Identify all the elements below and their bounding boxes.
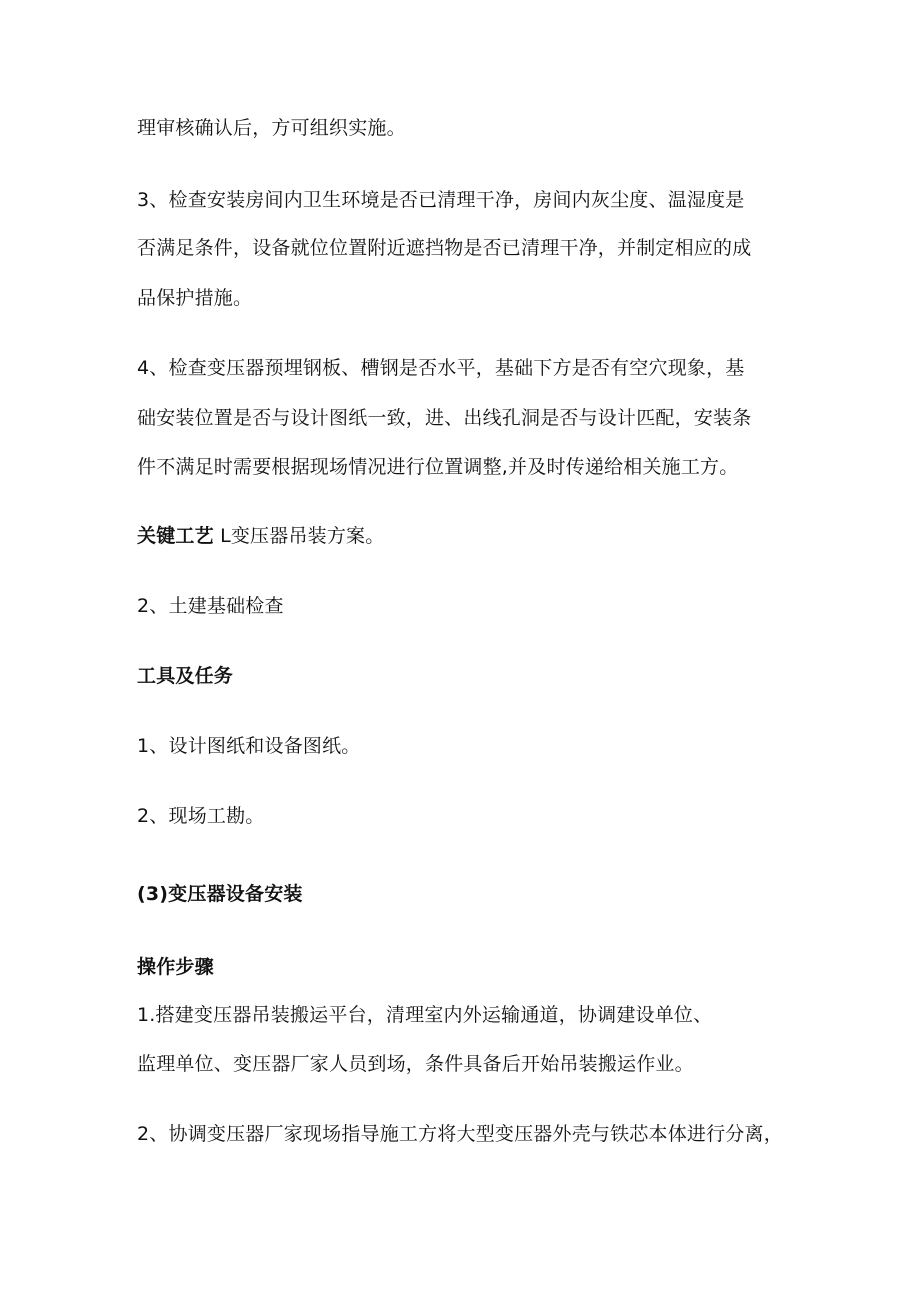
key-process-heading: 关键工艺 bbox=[137, 525, 214, 547]
paragraph-line: 理审核确认后，方可组织实施。 bbox=[137, 117, 406, 139]
key-process-text: L变压器吊装方案。 bbox=[220, 525, 385, 547]
paragraph-line: 2、土建基础检查 bbox=[137, 595, 284, 617]
section-heading: (3)变压器设备安装 bbox=[137, 883, 303, 905]
list-item: 2、协调变压器厂家现场指导施工方将大型变压器外壳与铁芯本体进行分离， bbox=[137, 1123, 783, 1145]
paragraph-line: 品保护措施。 bbox=[137, 287, 253, 309]
paragraph-line: 4、检查变压器预埋钢板、槽钢是否水平，基础下方是否有空穴现象，基 bbox=[137, 357, 745, 379]
section-heading: 操作步骤 bbox=[137, 956, 214, 978]
list-item: 1.搭建变压器吊装搬运平台，清理室内外运输通道，协调建设单位、 bbox=[137, 1004, 713, 1026]
paragraph-line: 3、检查安装房间内卫生环境是否已清理干净，房间内灰尘度、温湿度是 bbox=[137, 189, 745, 211]
list-item: 2、现场工勘。 bbox=[137, 805, 265, 827]
paragraph-line: 监理单位、变压器厂家人员到场，条件具备后开始吊装搬运作业。 bbox=[137, 1053, 694, 1075]
section-heading: 工具及任务 bbox=[137, 665, 234, 687]
paragraph-line: 否满足条件，设备就位位置附近遮挡物是否已清理干净，并制定相应的成 bbox=[137, 237, 752, 259]
list-item: 1、设计图纸和设备图纸。 bbox=[137, 735, 361, 757]
paragraph-line: 础安装位置是否与设计图纸一致，进、出线孔洞是否与设计匹配，安装条 bbox=[137, 407, 752, 429]
paragraph-line: 件不满足时需要根据现场情况进行位置调整,并及时传递给相关施工方。 bbox=[137, 456, 739, 478]
key-process-line bbox=[137, 524, 384, 548]
